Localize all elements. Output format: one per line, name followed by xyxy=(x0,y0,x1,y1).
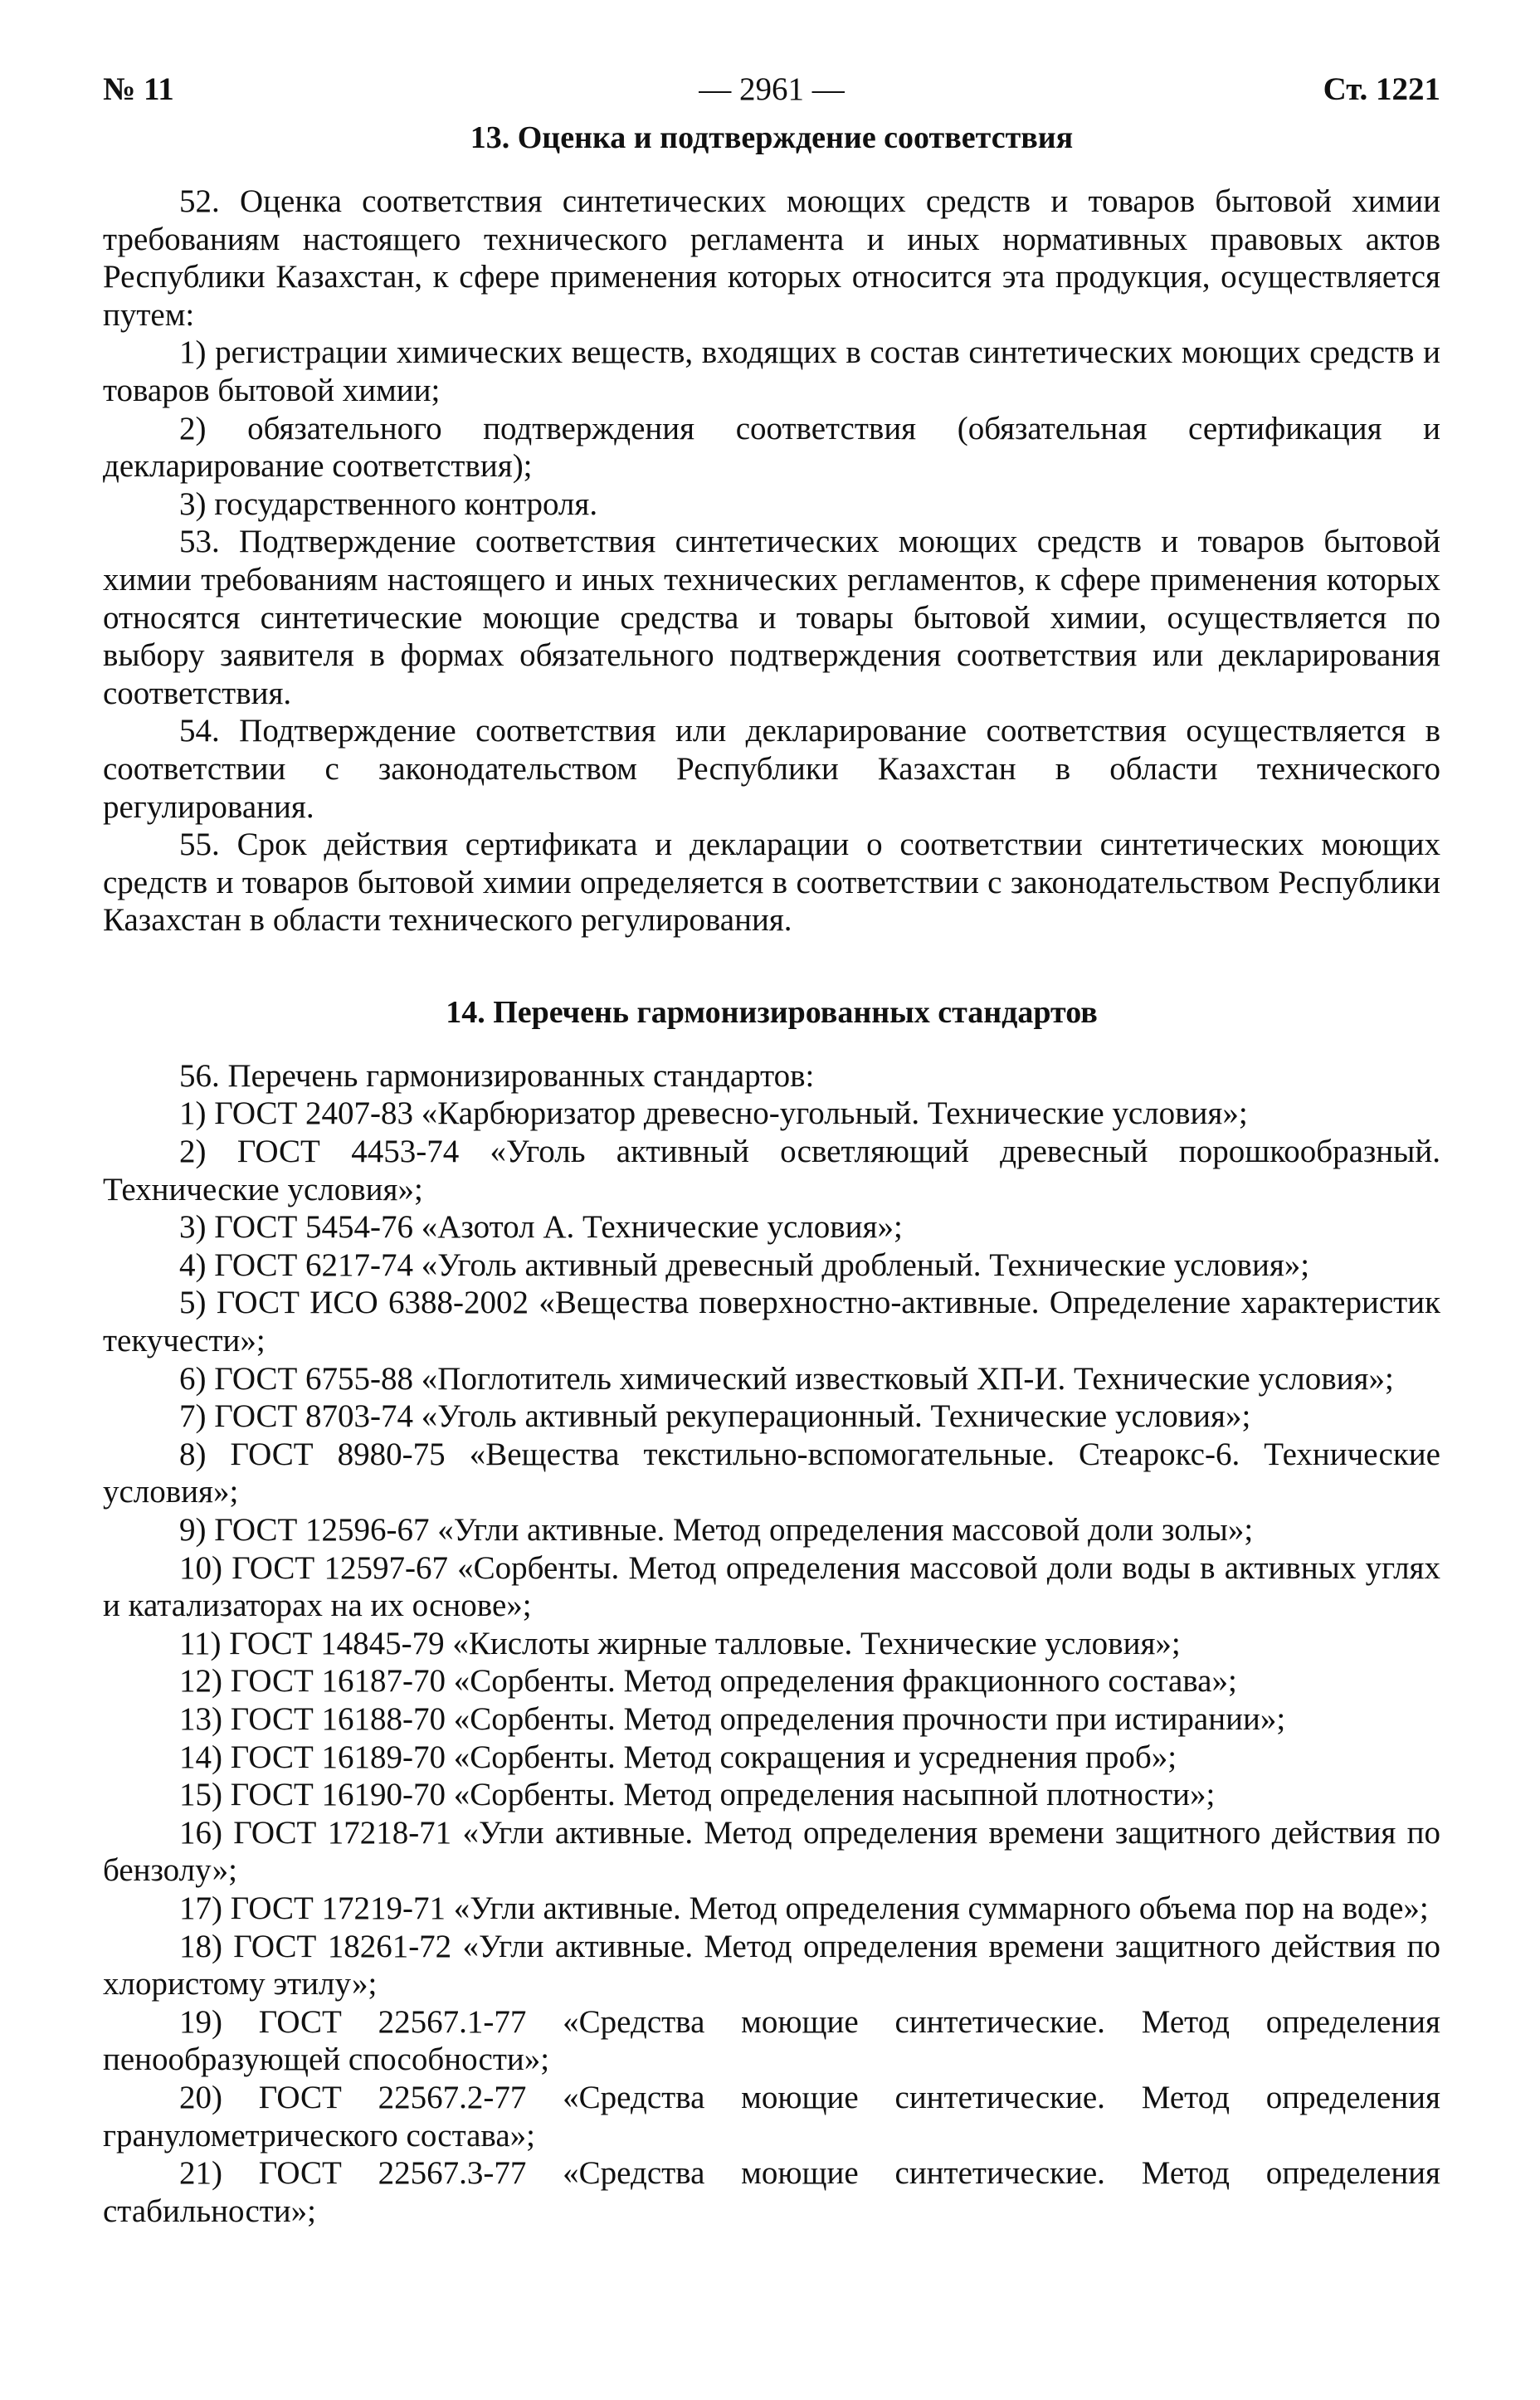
standard-item-18: 18) ГОСТ 18261-72 «Угли активные. Метод определения времени защитного действия по хлористому этилу»; xyxy=(103,1928,1440,2002)
standard-item-4: 4) ГОСТ 6217-74 «Уголь активный древесный дробленый. Технические условия»; xyxy=(179,1246,1310,1283)
page-number: — 2961 — xyxy=(699,71,845,107)
standard-item-7: 7) ГОСТ 8703-74 «Уголь активный рекуперационный. Технические условия»; xyxy=(179,1398,1251,1435)
standard-item-1: 1) ГОСТ 2407-83 «Карбюризатор древесно-угольный. Технические условия»; xyxy=(179,1095,1248,1132)
standard-item-15: 15) ГОСТ 16190-70 «Сорбенты. Метод определения насыпной плотности»; xyxy=(179,1777,1216,1813)
standard-item-17: 17) ГОСТ 17219-71 «Угли активные. Метод определения суммарного объема пор на воде»; xyxy=(179,1890,1429,1926)
document-page xyxy=(103,65,1440,2230)
list-item-52-3: 3) государственного контроля. xyxy=(179,485,598,522)
article-number: Ст. 1221 xyxy=(1323,71,1440,107)
paragraph-54: 54. Подтверждение соответствия или декларирование соответствия осуществляется в соответствии с законодательством Республики Казахстан в области технического регулирования. xyxy=(103,713,1440,825)
standard-item-10: 10) ГОСТ 12597-67 «Сорбенты. Метод определения массовой доли воды в активных углях и катализаторах на их основе»; xyxy=(103,1549,1440,1624)
standard-item-14: 14) ГОСТ 16189-70 «Сорбенты. Метод сокращения и усреднения проб»; xyxy=(179,1739,1177,1775)
section-14-body xyxy=(103,1057,1440,2230)
standard-item-20: 20) ГОСТ 22567.2-77 «Средства моющие синтетические. Метод определения гранулометрического состава»; xyxy=(103,2079,1440,2154)
section-14-title: 14. Перечень гармонизированных стандартов xyxy=(446,994,1098,1030)
standard-item-6: 6) ГОСТ 6755-88 «Поглотитель химический известковый ХП-И. Технические условия»; xyxy=(179,1360,1394,1397)
issue-number: № 11 xyxy=(103,71,174,107)
paragraph-53: 53. Подтверждение соответствия синтетических моющих средств и товаров бытовой химии требованиям настоящего и иных технических регламентов, к сфере применения которых относятся синтетические моющие средства и товары бытовой химии, осуществляется по выбору заявителя в формах обязательного подтверждения соответствия или декларирования соответствия. xyxy=(103,524,1440,711)
list-item-52-1: 1) регистрации химических веществ, входящих в состав синтетических моющих средств и товаров бытовой химии; xyxy=(103,334,1440,408)
paragraph-56: 56. Перечень гармонизированных стандартов: xyxy=(179,1057,815,1094)
paragraph-55: 55. Срок действия сертификата и декларации о соответствии синтетических моющих средств и товаров бытовой химии определяется в соответствии с законодательством Республики Казахстан в области технического регулирования. xyxy=(103,827,1440,939)
standard-item-8: 8) ГОСТ 8980-75 «Вещества текстильно-вспомогательные. Стеарокс-6. Технические условия»; xyxy=(103,1436,1440,1510)
standard-item-21: 21) ГОСТ 22567.3-77 «Средства моющие синтетические. Метод определения стабильности»; xyxy=(103,2155,1440,2229)
standard-item-12: 12) ГОСТ 16187-70 «Сорбенты. Метод определения фракционного состава»; xyxy=(179,1663,1237,1700)
standard-item-16: 16) ГОСТ 17218-71 «Угли активные. Метод определения времени защитного действия по бензолу»; xyxy=(103,1814,1440,1889)
standard-item-11: 11) ГОСТ 14845-79 «Кислоты жирные талловые. Технические условия»; xyxy=(179,1625,1181,1661)
standard-item-19: 19) ГОСТ 22567.1-77 «Средства моющие синтетические. Метод определения пенообразующей способности»; xyxy=(103,2003,1440,2078)
paragraph-52: 52. Оценка соответствия синтетических моющих средств и товаров бытовой химии требованиям настоящего технического регламента и иных нормативных правовых актов Республики Казахстан, к сфере применения которых относится эта продукция, осуществляется путем: xyxy=(103,183,1440,333)
standard-item-13: 13) ГОСТ 16188-70 «Сорбенты. Метод определения прочности при истирании»; xyxy=(179,1700,1286,1737)
list-item-52-2: 2) обязательного подтверждения соответствия (обязательная сертификация и декларирование соответствия); xyxy=(103,410,1440,485)
page-header xyxy=(103,65,1440,115)
standard-item-2: 2) ГОСТ 4453-74 «Уголь активный осветляющий древесный порошкообразный. Технические условия»; xyxy=(103,1134,1440,1207)
section-13-title: 13. Оценка и подтверждение соответствия xyxy=(470,120,1074,155)
standard-item-3: 3) ГОСТ 5454-76 «Азотол А. Технические условия»; xyxy=(179,1209,903,1246)
standard-item-5: 5) ГОСТ ИСО 6388-2002 «Вещества поверхностно-активные. Определение характеристик текучести»; xyxy=(103,1285,1440,1359)
standard-item-9: 9) ГОСТ 12596-67 «Угли активные. Метод определения массовой доли золы»; xyxy=(179,1512,1254,1548)
section-13-body xyxy=(103,183,1440,939)
